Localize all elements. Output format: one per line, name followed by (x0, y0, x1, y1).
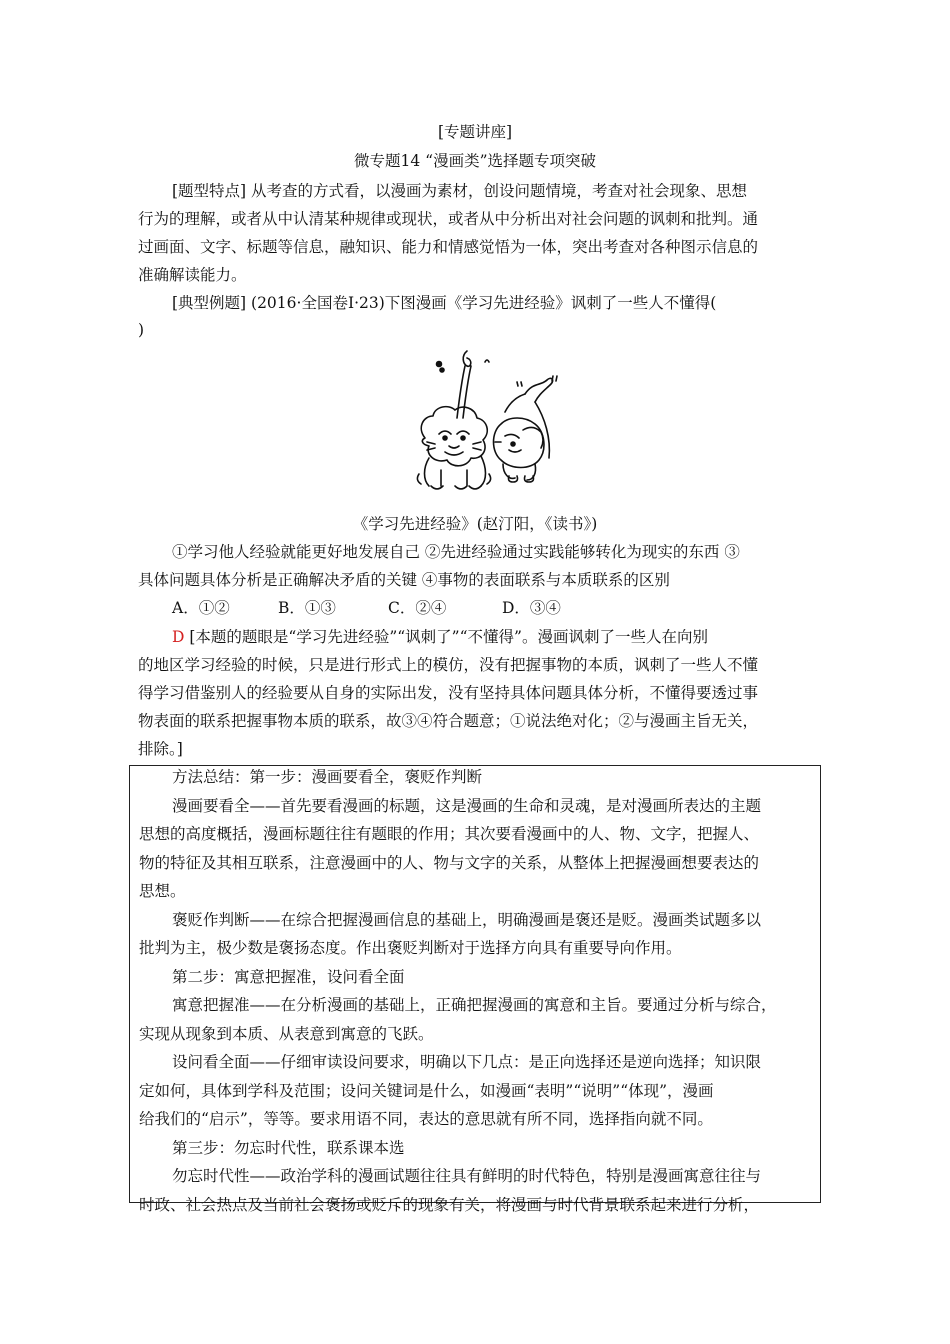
method-line: 给我们的“启示”，等等。要求用语不同，表达的意思就有所不同，选择指向就不同。 (139, 1110, 713, 1128)
example-question: [典型例题] (2016·全国卷Ⅰ·23)下图漫画《学习先进经验》讽刺了一些人不懂得( (172, 294, 717, 312)
method-line: 思想的高度概括，漫画标题往往有题眼的作用；其次要看漫画中的人、物、文字，把握人、 (139, 825, 760, 843)
method-line: 第三步：勿忘时代性，联系课本选 (172, 1138, 405, 1157)
page-title: 微专题14 “漫画类”选择题专项突破 (354, 152, 596, 170)
section-header: [专题讲座] (437, 123, 513, 141)
answer-text: [本题的题眼是“学习先进经验”“讽刺了”“不懂得”。漫画讽刺了一些人在向别 (184, 628, 708, 646)
method-line: 第二步：寓意把握准，设问看全面 (172, 967, 405, 986)
option-a: A．①② (172, 599, 230, 617)
option-c: C．②④ (388, 599, 447, 617)
method-line: 褒贬作判断——在综合把握漫画信息的基础上，明确漫画是褒还是贬。漫画类试题多以 (172, 910, 762, 929)
option-d: D．③④ (502, 599, 561, 617)
method-line: 漫画要看全——首先要看漫画的标题，这是漫画的生命和灵魂，是对漫画所表达的主题 (172, 796, 762, 815)
intro-line: 准确解读能力。 (138, 266, 247, 284)
cartoon-illustration (405, 346, 565, 506)
method-line: 寓意把握准——在分析漫画的基础上，正确把握漫画的寓意和主旨。要通过分析与综合， (172, 996, 777, 1014)
method-line: 设问看全面——仔细审读设问要求，明确以下几点：是正向选择还是逆向选择；知识限 (172, 1053, 762, 1071)
intro-line: 过画面、文字、标题等信息，融知识、能力和情感觉悟为一体，突出考查对各种图示信息的 (138, 238, 759, 256)
method-line: 时政、社会热点及当前社会褒扬或贬斥的现象有关，将漫画与时代背景联系起来进行分析， (139, 1195, 760, 1214)
method-line: 思想。 (139, 882, 186, 900)
intro-line: 行为的理解，或者从中认清某种规律或现状，或者从中分析出对社会问题的讽刺和批判。通 (138, 210, 759, 228)
cartoon-caption: 《学习先进经验》(赵汀阳，《读书》) (352, 515, 598, 533)
answer-line: 物表面的联系把握事物本质的联系，故③④符合题意；①说法绝对化；②与漫画主旨无关， (138, 712, 759, 730)
intro-line: [题型特点] 从考查的方式看，以漫画为素材，创设问题情境，考查对社会现象、思想 (172, 182, 748, 200)
answer-line: 得学习借鉴别人的经验要从自身的实际出发，没有坚持具体问题具体分析，不懂得要透过事 (138, 684, 759, 702)
answer-first-line (172, 627, 708, 647)
answer-line: 排除。] (138, 740, 183, 758)
method-line: 批判为主，极少数是褒扬态度。作出褒贬判断对于选择方向具有重要导向作用。 (139, 939, 682, 957)
statement-line: ①学习他人经验就能更好地发展自己 ②先进经验通过实践能够转化为现实的东西 ③ (172, 543, 740, 561)
answer-letter: D (172, 628, 185, 646)
method-line: 勿忘时代性——政治学科的漫画试题往往具有鲜明的时代特色，特别是漫画寓意往往与 (172, 1167, 762, 1185)
method-line: 定如何，具体到学科及范围；设问关键词是什么，如漫画“表明”“说明”“体现”，漫画 (139, 1081, 714, 1100)
method-line: 物的特征及其相互联系，注意漫画中的人、物与文字的关系，从整体上把握漫画想要表达的 (139, 853, 760, 872)
answer-line: 的地区学习经验的时候，只是进行形式上的模仿，没有把握事物的本质，讽刺了一些人不懂 (138, 656, 759, 674)
method-line: 方法总结：第一步：漫画要看全，褒贬作判断 (172, 768, 483, 786)
statement-line: 具体问题具体分析是正确解决矛盾的关键 ④事物的表面联系与本质联系的区别 (138, 571, 670, 589)
method-line: 实现从现象到本质、从表意到寓意的飞跃。 (139, 1024, 434, 1043)
example-question: ) (138, 321, 145, 339)
option-b: B．①③ (278, 599, 336, 617)
